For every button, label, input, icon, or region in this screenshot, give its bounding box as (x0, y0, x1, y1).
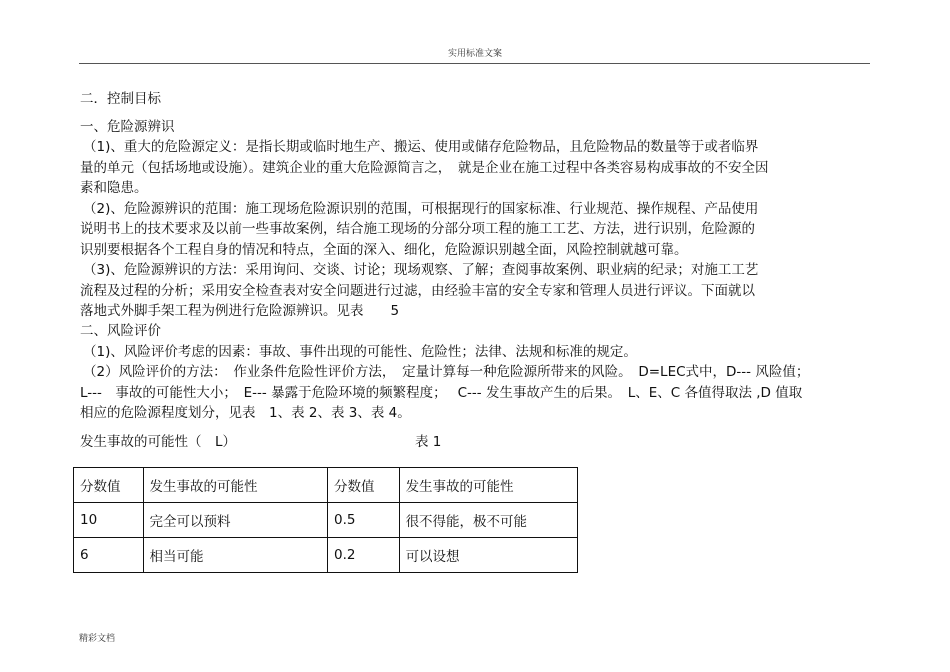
section-heading-hazard-identification: 一、危险源辨识 (80, 119, 175, 135)
header-cell-score: 分数值 (328, 468, 400, 503)
table-cell: 很不得能，极不可能 (399, 503, 577, 538)
paragraph-line: （1)、重大的危险源定义：是指长期或临时地生产、搬运、使用或储存危险物品，且危险物品的数量等于或者临界 (83, 139, 759, 155)
paragraph-line: L--- 事故的可能性大小； E--- 暴露于危险环境的频繁程度； C--- 发生事故产生的后果。 L、E、C 各值得取法 ,D 值取 (80, 385, 803, 401)
likelihood-table (73, 467, 578, 573)
paragraph-line: 素和隐患。 (80, 180, 148, 196)
table-cell: 可以设想 (399, 538, 577, 573)
paragraph-line: 量的单元（包括场地或设施）。建筑企业的重大危险源简言之， 就是企业在施工过程中各类容易构成事故的不安全因 (80, 160, 769, 176)
paragraph-line: （1)、风险评价考虑的因素：事故、事件出现的可能性、危险性；法律、法规和标准的规定。 (83, 344, 637, 360)
header-cell-score: 分数值 (74, 468, 144, 503)
paragraph-line: 流程及过程的分析；采用安全检查表对安全问题进行过滤，由经验丰富的安全专家和管理人员进行评议。下面就以 (80, 283, 755, 299)
table-row (74, 538, 578, 573)
table-caption-title: 发生事故的可能性（ L） (80, 434, 237, 450)
header-divider (79, 63, 870, 64)
section-heading-risk-assessment: 二、风险评价 (80, 323, 161, 339)
table-cell: 相当可能 (143, 538, 327, 573)
table-header-row (74, 468, 578, 503)
table-cell: 完全可以预料 (143, 503, 327, 538)
page-header: 实用标准文案 (447, 49, 502, 59)
page-footer: 精彩文档 (79, 634, 116, 644)
table-cell: 0.2 (328, 538, 400, 573)
section-heading-control-goal: 二．控制目标 (80, 91, 161, 107)
paragraph-line: （3)、危险源辨识的方法：采用询问、交谈、讨论；现场观察、了解；查阅事故案例、职业病的纪录；对施工工艺 (83, 262, 759, 278)
paragraph-line: （2）风险评价的方法： 作业条件危险性评价方法， 定量计算每一种危险源所带来的风险。 D=LEC式中，D--- 风险值； (83, 364, 810, 380)
paragraph-line: 相应的危险源程度划分，见表 1、表 2、表 3、表 4。 (80, 405, 411, 421)
table-cell: 6 (74, 538, 144, 573)
paragraph-line: 识别要根据各个工程自身的情况和特点，全面的深入、细化，危险源识别越全面，风险控制就越可靠。 (80, 242, 688, 258)
table-cell: 10 (74, 503, 144, 538)
table-cell: 0.5 (328, 503, 400, 538)
header-cell-likelihood: 发生事故的可能性 (399, 468, 577, 503)
paragraph-line: 说明书上的技术要求及以前一些事故案例，结合施工现场的分部分项工程的施工工艺、方法，进行识别，危险源的 (80, 221, 755, 237)
paragraph-line: 落地式外脚手架工程为例进行危险源辨识。见表 5 (80, 303, 400, 319)
table-caption-number: 表 1 (415, 434, 442, 450)
paragraph-line: （2)、危险源辨识的范围：施工现场危险源识别的范围，可根据现行的国家标准、行业规范、操作规程、产品使用 (83, 201, 759, 217)
table-row (74, 503, 578, 538)
header-cell-likelihood: 发生事故的可能性 (143, 468, 327, 503)
